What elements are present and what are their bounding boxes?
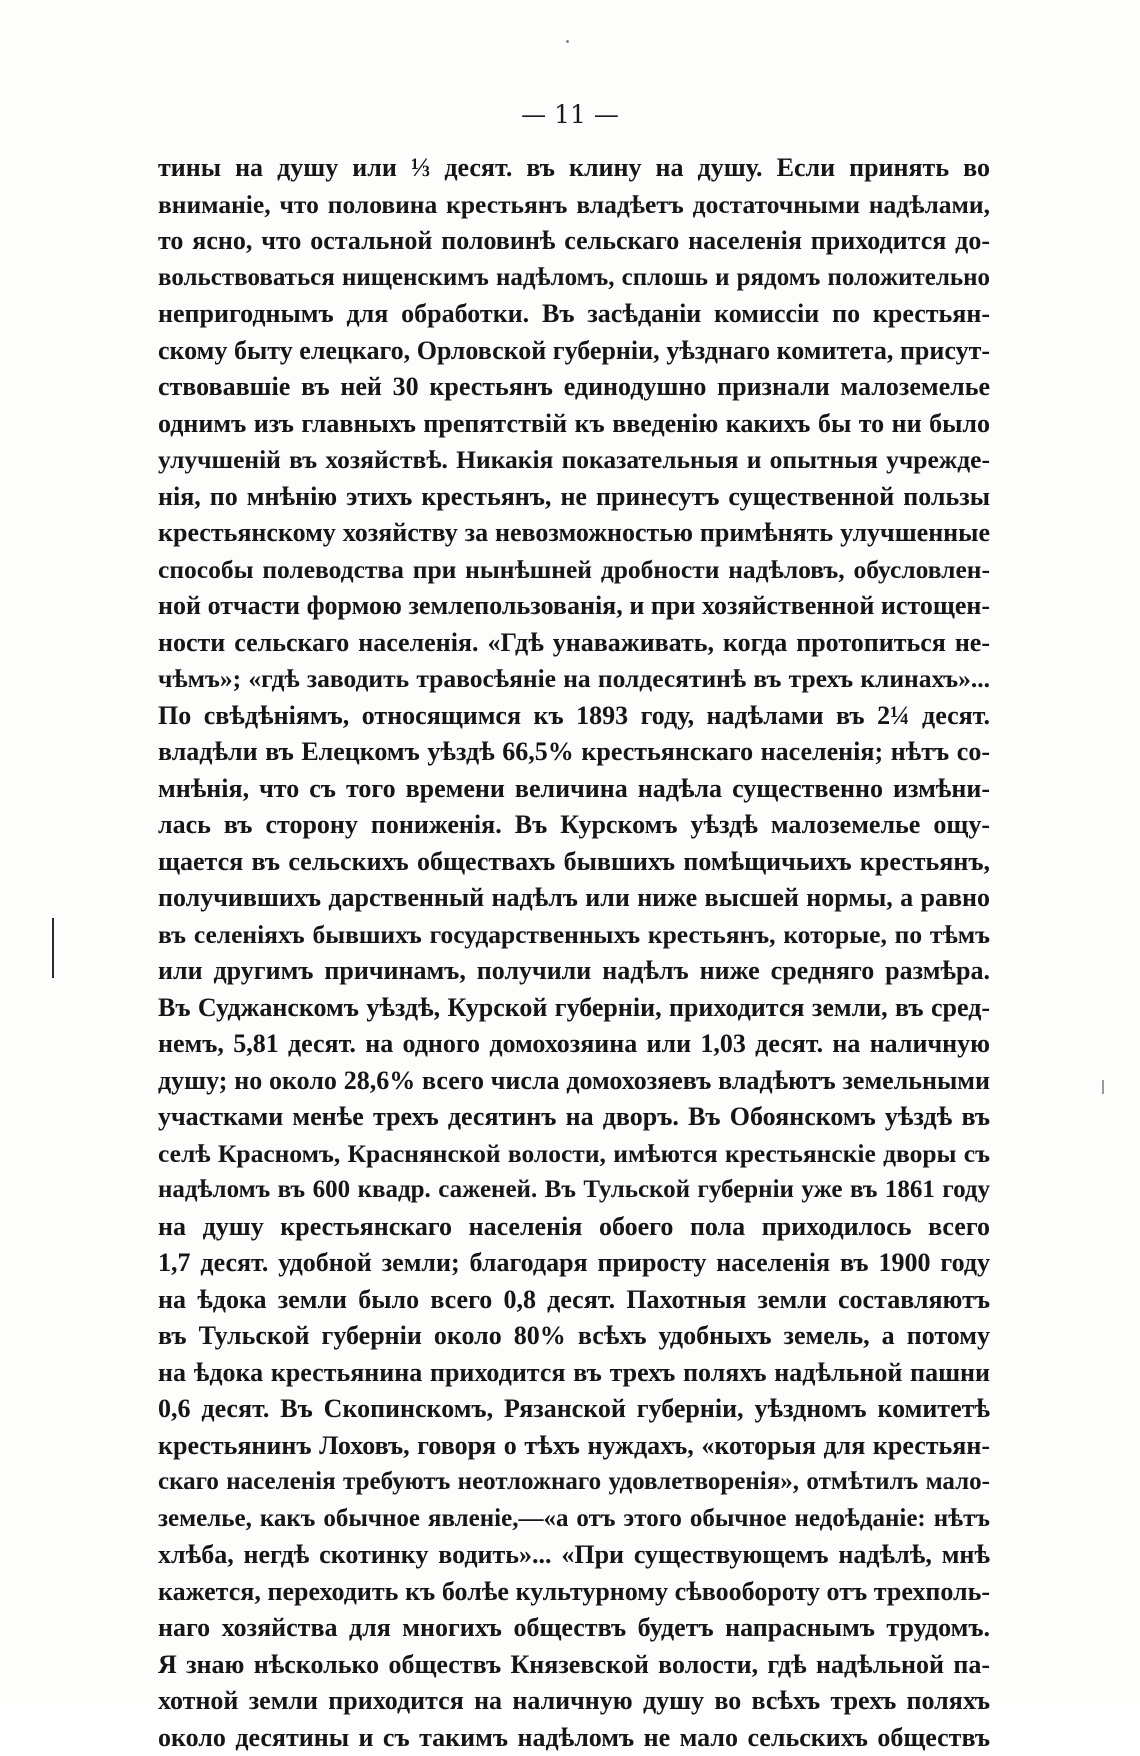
text-line: скому быту елецкаго, Орловской губерніи, уѣзднаго комитета, присут- bbox=[158, 333, 990, 370]
text-line: селѣ Красномъ, Краснянской волости, имѣются крестьянскіе дворы съ bbox=[158, 1136, 990, 1173]
text-line: способы полеводства при нынѣшней дробности надѣловъ, обусловлен- bbox=[158, 552, 990, 589]
text-line: нія, по мнѣнію этихъ крестьянъ, не принесутъ существенной пользы bbox=[158, 479, 990, 516]
text-line: скаго населенія требуютъ неотложнаго удовлетворенія», отмѣтилъ мало- bbox=[158, 1464, 990, 1501]
body-text bbox=[158, 150, 990, 1756]
text-line: на душу крестьянскаго населенія обоего пола приходилось всего bbox=[158, 1209, 990, 1246]
text-line: наго хозяйства для многихъ обществъ будетъ напраснымъ трудомъ. bbox=[158, 1610, 990, 1647]
text-line: въ селеніяхъ бывшихъ государственныхъ крестьянъ, которые, по тѣмъ bbox=[158, 917, 990, 954]
text-line: непригоднымъ для обработки. Въ засѣданіи комиссіи по крестьян- bbox=[158, 296, 990, 333]
text-line: ной отчасти формою землепользованія, и при хозяйственной истощен- bbox=[158, 588, 990, 625]
text-line: щается въ сельскихъ обществахъ бывшихъ помѣщичьихъ крестьянъ, bbox=[158, 844, 990, 881]
text-line: крестьянинъ Лоховъ, говоря о тѣхъ нуждахъ, «которыя для крестьян- bbox=[158, 1428, 990, 1465]
text-line: лась въ сторону пониженія. Въ Курскомъ уѣздѣ малоземелье ощу- bbox=[158, 807, 990, 844]
text-line: получившихъ дарственный надѣлъ или ниже высшей нормы, а равно bbox=[158, 880, 990, 917]
text-line: душу; но около 28,6% всего числа домохозяевъ владѣютъ земельными bbox=[158, 1063, 990, 1100]
scan-speck bbox=[566, 40, 569, 43]
text-line: надѣломъ въ 600 квадр. саженей. Въ Тульской губерніи уже въ 1861 году bbox=[158, 1172, 990, 1209]
text-line: однимъ изъ главныхъ препятствій къ введенію какихъ бы то ни было bbox=[158, 406, 990, 443]
text-line: По свѣдѣніямъ, относящимся къ 1893 году, надѣлами въ 2¼ десят. bbox=[158, 698, 990, 735]
text-line: немъ, 5,81 десят. на одного домохозяина или 1,03 десят. на наличную bbox=[158, 1026, 990, 1063]
text-line: на ѣдока земли было всего 0,8 десят. Пахотныя земли составляютъ bbox=[158, 1282, 990, 1319]
text-line: Въ Суджанскомъ уѣздѣ, Курской губерніи, приходится земли, въ сред- bbox=[158, 990, 990, 1027]
text-line: около десятины и съ такимъ надѣломъ не мало сельскихъ обществъ bbox=[158, 1720, 990, 1756]
edge-tick bbox=[1102, 1080, 1104, 1094]
text-line: мнѣнія, что съ того времени величина надѣла существенно измѣни- bbox=[158, 771, 990, 808]
text-line: въ Тульской губерніи около 80% всѣхъ удобныхъ земель, а потому bbox=[158, 1318, 990, 1355]
text-line: ности сельскаго населенія. «Гдѣ унаваживать, когда протопиться не- bbox=[158, 625, 990, 662]
text-line: крестьянскому хозяйству за невозможностью примѣнять улучшенные bbox=[158, 515, 990, 552]
margin-mark bbox=[52, 918, 54, 978]
text-line: 0,6 десят. Въ Скопинскомъ, Рязанской губерніи, уѣздномъ комитетѣ bbox=[158, 1391, 990, 1428]
text-line: вниманіе, что половина крестьянъ владѣетъ достаточными надѣлами, bbox=[158, 187, 990, 224]
text-line: участками менѣе трехъ десятинъ на дворъ. Въ Обоянскомъ уѣздѣ въ bbox=[158, 1099, 990, 1136]
text-line: владѣли въ Елецкомъ уѣздѣ 66,5% крестьянскаго населенія; нѣтъ со- bbox=[158, 734, 990, 771]
text-line: вольствоваться нищенскимъ надѣломъ, сплошь и рядомъ положительно bbox=[158, 260, 990, 297]
text-line: кажется, переходить къ болѣе культурному сѣвообороту отъ трехполь- bbox=[158, 1574, 990, 1611]
text-line: Я знаю нѣсколько обществъ Князевской волости, гдѣ надѣльной па- bbox=[158, 1647, 990, 1684]
text-line: хлѣба, негдѣ скотинку водить»... «При существующемъ надѣлѣ, мнѣ bbox=[158, 1537, 990, 1574]
text-line: тины на душу или ⅓ десят. въ клину на душу. Если принять во bbox=[158, 150, 990, 187]
text-line: улучшеній въ хозяйствѣ. Никакія показательныя и опытныя учрежде- bbox=[158, 442, 990, 479]
page-number: — 11 — bbox=[0, 100, 1140, 129]
text-line: на ѣдока крестьянина приходится въ трехъ поляхъ надѣльной пашни bbox=[158, 1355, 990, 1392]
text-line: 1,7 десят. удобной земли; благодаря приросту населенія въ 1900 году bbox=[158, 1245, 990, 1282]
text-line: или другимъ причинамъ, получили надѣлъ ниже средняго размѣра. bbox=[158, 953, 990, 990]
text-line: ствовавшіе въ ней 30 крестьянъ единодушно признали малоземелье bbox=[158, 369, 990, 406]
text-line: земелье, какъ обычное явленіе,—«а отъ этого обычное недоѣданіе: нѣтъ bbox=[158, 1501, 990, 1538]
text-line: то ясно, что остальной половинѣ сельскаго населенія приходится до- bbox=[158, 223, 990, 260]
text-line: чѣмъ»; «гдѣ заводить травосѣяніе на полдесятинѣ въ трехъ клинахъ»... bbox=[158, 661, 990, 698]
text-line: хотной земли приходится на наличную душу во всѣхъ трехъ поляхъ bbox=[158, 1683, 990, 1720]
